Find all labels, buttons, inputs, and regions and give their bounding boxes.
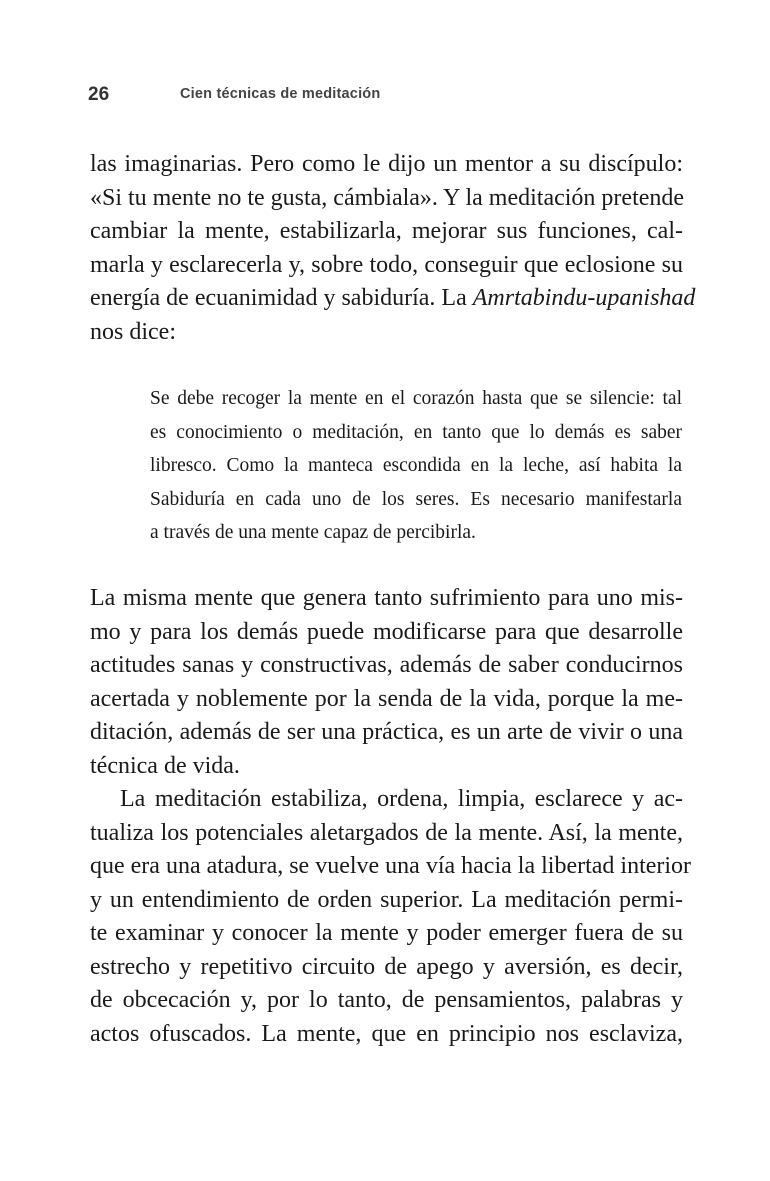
quote-line: libresco. Como la manteca escondida en la leche, así habita la [150, 455, 682, 476]
page-header [88, 82, 688, 112]
text-line-with-title [90, 282, 696, 316]
text-line: marla y esclarecerla y, sobre todo, conseguir que eclosione su [90, 251, 683, 278]
text-line: de obcecación y, por lo tanto, de pensamientos, palabras y [90, 987, 683, 1013]
text-line: acertada y noblemente por la senda de la vida, porque la me- [90, 685, 683, 712]
quote-line: a través de una mente capaz de percibirla. [150, 522, 476, 543]
page-number: 26 [88, 84, 110, 105]
text-line: técnica de vida. [90, 752, 240, 779]
quote-line: es conocimiento o meditación, en tanto que lo demás es saber [150, 421, 682, 443]
italic-title: Amrtabindu-upanishad [472, 285, 696, 311]
text-segment: energía de ecuanimidad y sabiduría. La [90, 285, 473, 311]
text-line: actos ofuscados. La mente, que en principio nos esclaviza, [90, 1020, 683, 1047]
text-line: La misma mente que genera tanto sufrimiento para uno mis- [90, 585, 683, 611]
text-line: nos dice: [90, 318, 176, 345]
paragraph-1 [90, 148, 696, 349]
text-line: actitudes sanas y constructivas, además de saber conducirnos [90, 652, 683, 678]
paragraph-2 [90, 582, 683, 783]
text-line: las imaginarias. Pero como le dijo un mentor a su discípulo: [90, 151, 683, 177]
quote-line: Sabiduría en cada uno de los seres. Es necesario manifestarla [150, 488, 682, 510]
paragraph-3 [90, 783, 692, 1051]
block-quote [150, 382, 682, 550]
text-line: mo y para los demás puede modificarse para que desarrolle [90, 618, 683, 645]
text-line: estrecho y repetitivo circuito de apego y aversión, es decir, [90, 953, 683, 980]
text-line: tualiza los potenciales aletargados de la mente. Así, la mente, [90, 819, 683, 846]
running-title: Cien técnicas de meditación [180, 86, 381, 102]
text-line: «Si tu mente no te gusta, cámbiala». Y la meditación pretende [90, 184, 685, 211]
text-line: que era una atadura, se vuelve una vía hacia la libertad interior [90, 853, 692, 879]
text-line: te examinar y conocer la mente y poder emerger fuera de su [90, 920, 683, 946]
text-line: cambiar la mente, estabilizarla, mejorar sus funciones, cal- [90, 218, 683, 244]
text-line: La meditación estabiliza, ordena, limpia, esclarece y ac- [120, 786, 683, 812]
quote-line: Se debe recoger la mente en el corazón hasta que se silencie: tal [150, 388, 682, 409]
text-line: y un entendimiento de orden superior. La meditación permi- [90, 886, 683, 913]
text-line: ditación, además de ser una práctica, es un arte de vivir o una [90, 719, 683, 745]
